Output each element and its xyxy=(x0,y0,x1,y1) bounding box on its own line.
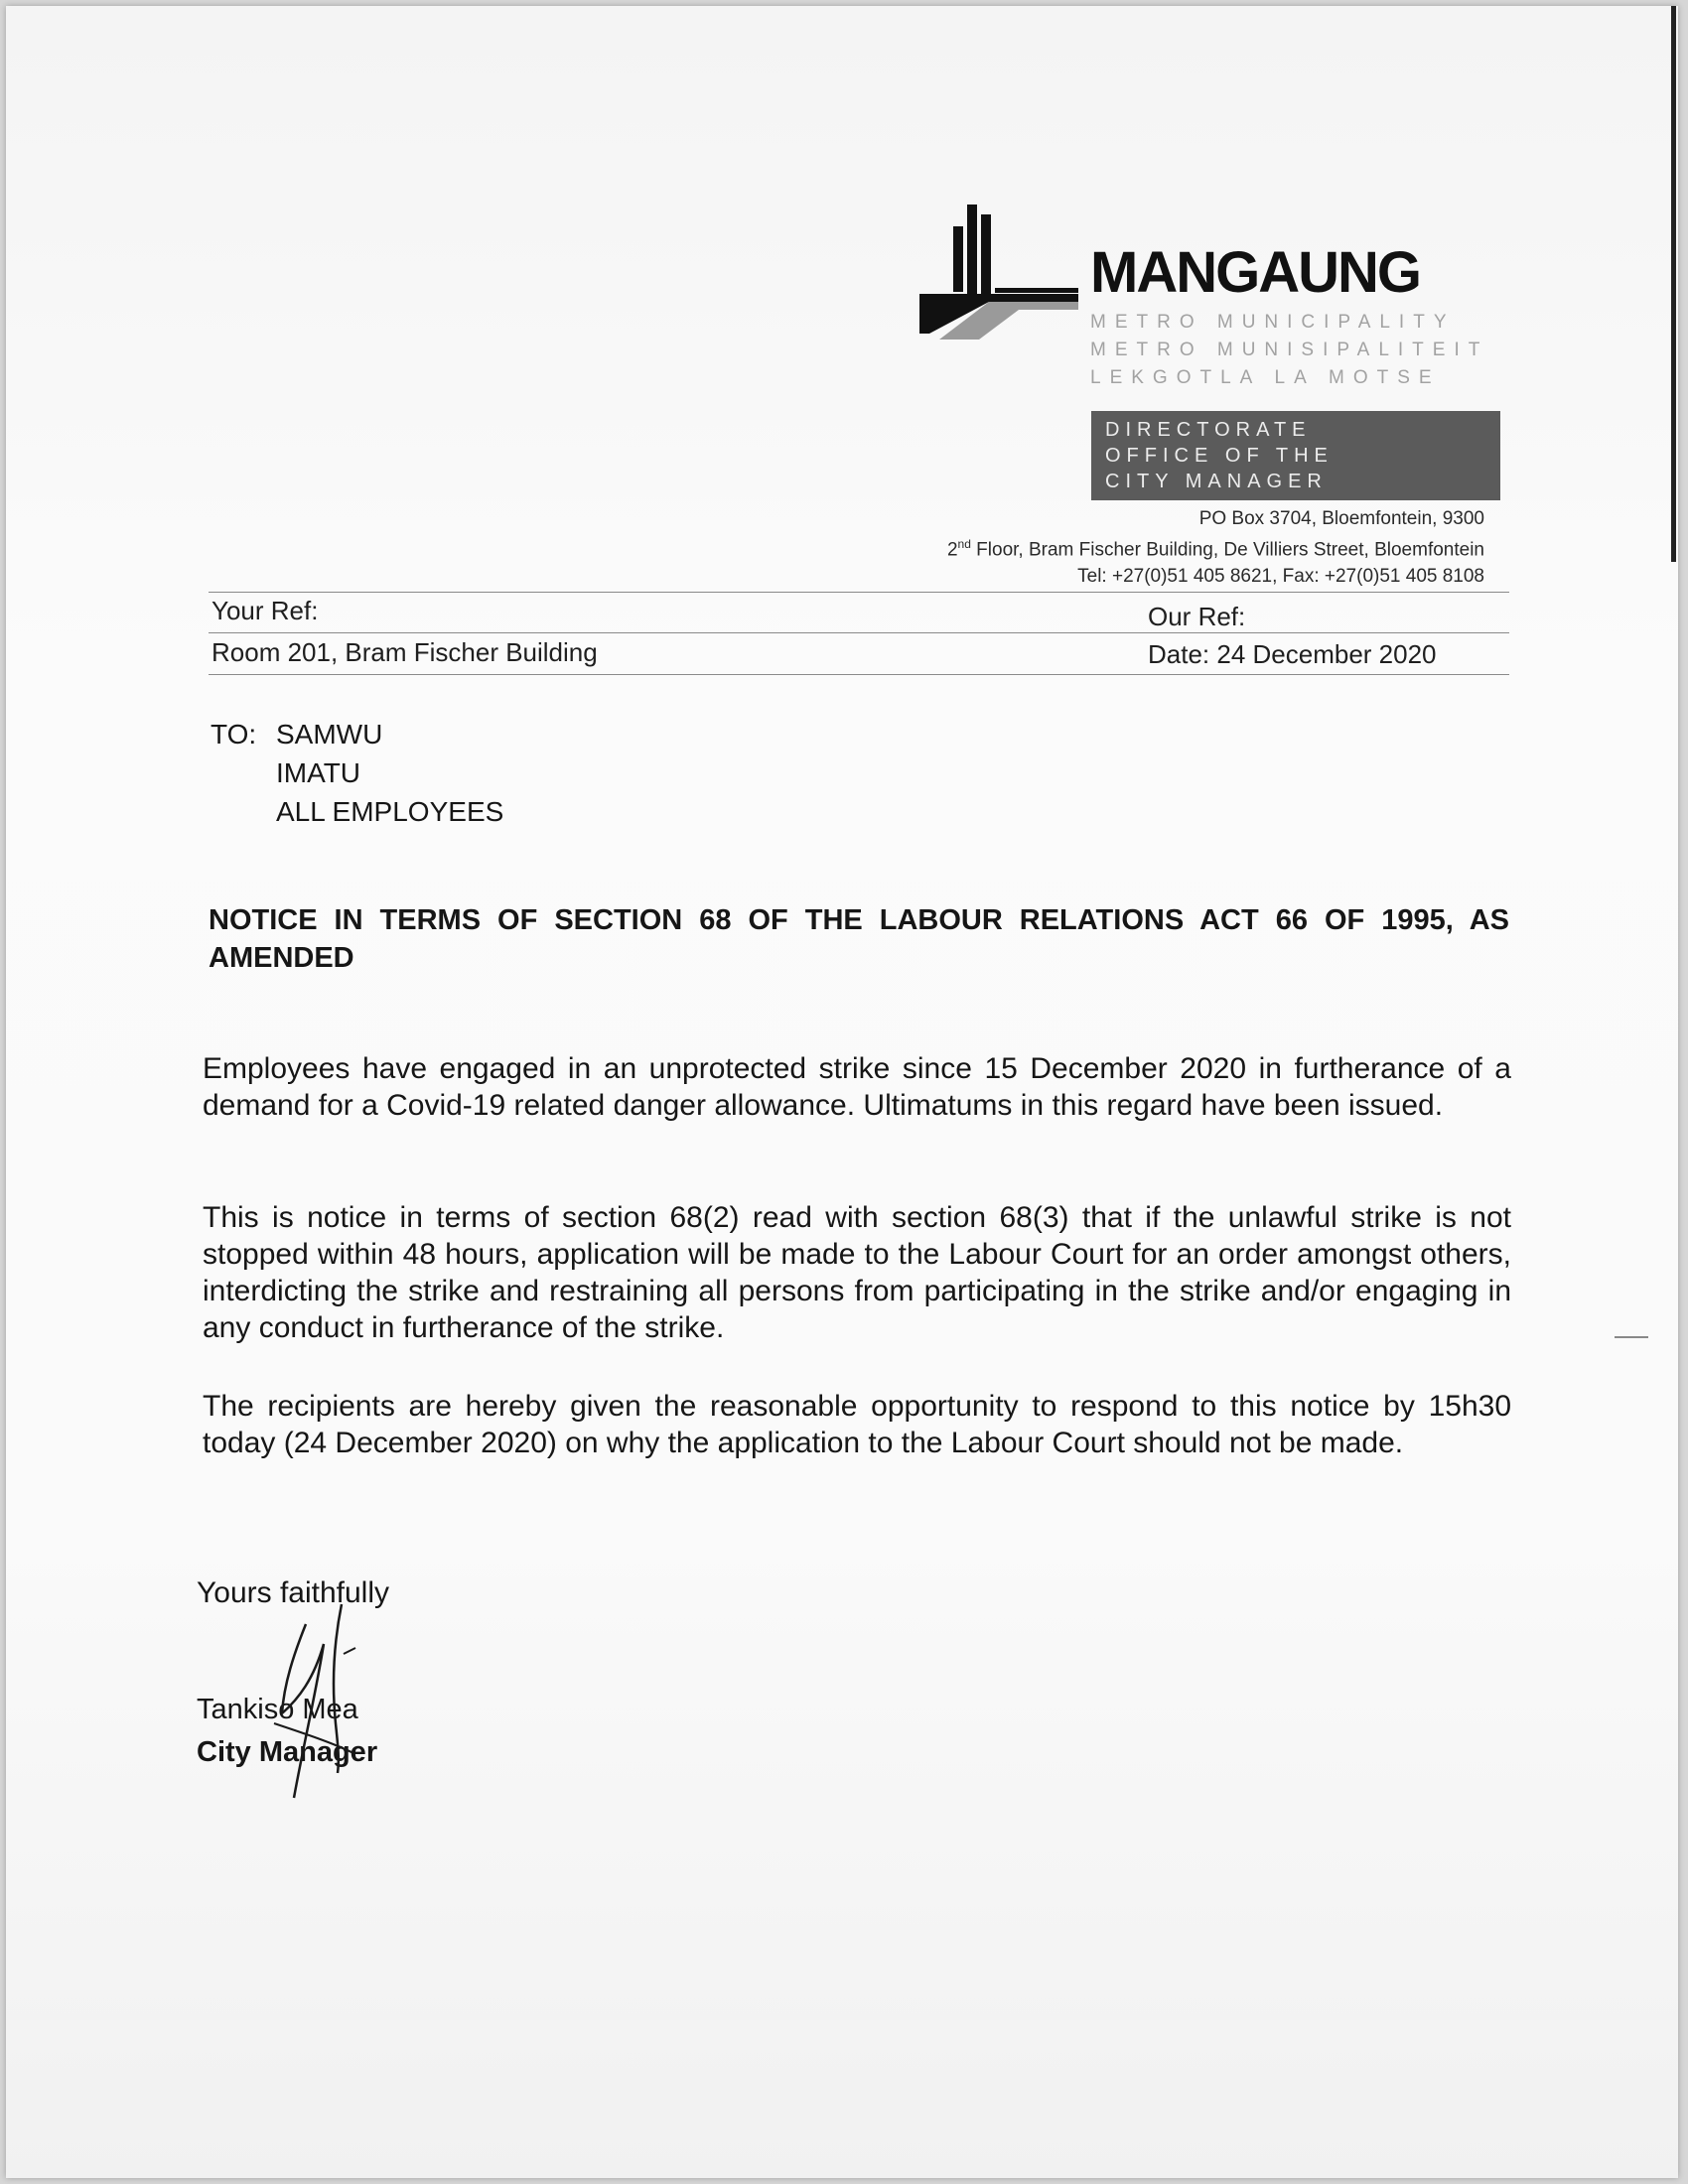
directorate-line-3: CITY MANAGER xyxy=(1105,471,1328,492)
logo-name: MANGAUNG xyxy=(1090,240,1420,305)
closing-salutation: Yours faithfully xyxy=(197,1576,390,1609)
recipient-samwu: SAMWU xyxy=(276,719,383,750)
our-ref: Our Ref: xyxy=(1148,602,1246,631)
recipients-prefix: TO: xyxy=(211,719,257,750)
directorate-line-2: OFFICE OF THE xyxy=(1105,445,1334,467)
signer-name: Tankiso Mea xyxy=(197,1694,358,1725)
your-ref: Your Ref: xyxy=(211,596,319,625)
directorate-box xyxy=(1091,411,1500,500)
letter-date: Date: 24 December 2020 xyxy=(1148,639,1437,669)
logo-subtitle-af: METRO MUNISIPALITEIT xyxy=(1090,340,1489,360)
signer-title: City Manager xyxy=(197,1736,378,1768)
logo-subtitle-en: METRO MUNICIPALITY xyxy=(1090,312,1456,333)
recipients-list xyxy=(276,715,503,831)
address-contact: Tel: +27(0)51 405 8621, Fax: +27(0)51 405 8108 xyxy=(1077,566,1484,587)
notice-heading: NOTICE IN TERMS OF SECTION 68 OF THE LABOUR RELATIONS ACT 66 OF 1995, AS AMENDED xyxy=(209,904,1509,974)
paragraph-response: The recipients are hereby given the reasonable opportunity to respond to this notice by 15h30 today (24 December 2020) on why the application to the Labour Court should not be made. xyxy=(203,1390,1511,1459)
directorate-line-1: DIRECTORATE xyxy=(1105,419,1312,441)
paragraph-strike: Employees have engaged in an unprotected strike since 15 December 2020 in furtherance of a demand for a Covid-19 related danger allowance. Ultimatums in this regard have been issued. xyxy=(203,1052,1511,1122)
logo-subtitle-st: LEKGOTLA LA MOTSE xyxy=(1090,367,1441,388)
mangaung-logo-icon xyxy=(919,203,1078,341)
divider-middle xyxy=(209,632,1509,633)
scan-edge xyxy=(1671,6,1676,562)
handwritten-signature xyxy=(244,1584,423,1813)
address-po-box: PO Box 3704, Bloemfontein, 9300 xyxy=(1198,508,1484,529)
sender-location: Room 201, Bram Fischer Building xyxy=(211,637,598,667)
address-street-text: Floor, Bram Fischer Building, De Villiers Street, Bloemfontein xyxy=(970,539,1484,561)
divider-bottom xyxy=(209,674,1509,675)
scan-mark xyxy=(1615,1336,1648,1338)
recipient-imatu: IMATU xyxy=(276,757,361,788)
recipient-all-employees: ALL EMPLOYEES xyxy=(276,796,504,827)
paragraph-notice: This is notice in terms of section 68(2) read with section 68(3) that if the unlawful strike is not stopped within 48 hours, application will be made to the Labour Court for an order amongst others, interdicting the strike and restraining all persons from participating in the strike and/or engaging in any conduct in furtherance of the strike. xyxy=(203,1201,1511,1344)
letter-page xyxy=(6,6,1678,2178)
address-floor-suffix: nd xyxy=(957,537,971,551)
divider-top xyxy=(209,592,1509,593)
address-floor-number: 2 xyxy=(946,539,958,561)
address-street xyxy=(947,537,1484,561)
